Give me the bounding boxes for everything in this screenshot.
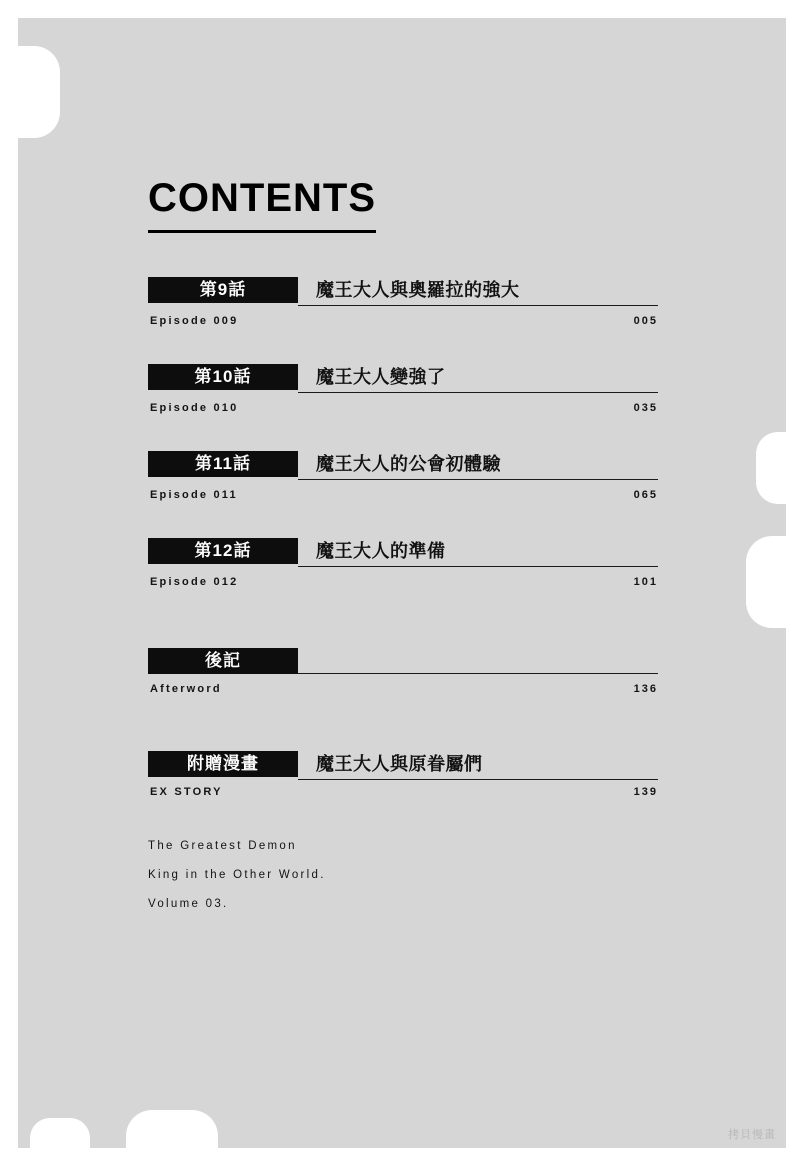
entry-subrow	[148, 315, 658, 327]
table-of-contents	[148, 277, 658, 798]
chapter-tag: 第12話	[148, 538, 298, 564]
chapter-title: 魔王大人的準備	[298, 538, 658, 567]
episode-label: Afterword	[150, 683, 222, 695]
episode-label: Episode 010	[150, 402, 239, 414]
decorative-notch	[756, 432, 790, 504]
page-number: 035	[633, 402, 658, 414]
list-item[interactable]	[148, 648, 658, 695]
series-title-line-2: King in the Other World.	[148, 869, 326, 881]
entry-row	[148, 751, 658, 780]
list-item[interactable]	[148, 751, 658, 798]
entry-subrow	[148, 786, 658, 798]
entry-row	[148, 277, 658, 306]
list-item[interactable]	[148, 277, 658, 327]
entry-subrow	[148, 683, 658, 695]
contents-panel	[148, 178, 658, 927]
page-title: CONTENTS	[148, 178, 376, 233]
chapter-tag: 後記	[148, 648, 298, 674]
volume-label: Volume 03.	[148, 898, 229, 910]
episode-label: Episode 009	[150, 315, 239, 327]
watermark: 拷貝慢畫	[728, 1129, 776, 1141]
chapter-tag: 第11話	[148, 451, 298, 477]
page-frame-left	[0, 0, 18, 1164]
chapter-title: 魔王大人與奧羅拉的強大	[298, 277, 658, 306]
decorative-notch	[126, 1110, 218, 1154]
decorative-notch	[746, 536, 790, 628]
entry-row	[148, 451, 658, 480]
chapter-tag: 第9話	[148, 277, 298, 303]
chapter-title: 魔王大人的公會初體驗	[298, 451, 658, 480]
chapter-title	[298, 648, 658, 674]
series-title-line-1: The Greatest Demon	[148, 840, 297, 852]
chapter-title: 魔王大人與原眷屬們	[298, 751, 658, 780]
entry-subrow	[148, 402, 658, 414]
decorative-notch	[14, 46, 60, 138]
page-frame-top	[0, 0, 800, 18]
chapter-title: 魔王大人變強了	[298, 364, 658, 393]
page-number: 005	[633, 315, 658, 327]
page-frame-bottom	[0, 1148, 800, 1164]
entry-row	[148, 538, 658, 567]
page-number: 139	[633, 786, 658, 798]
entry-subrow	[148, 489, 658, 501]
series-title-block	[148, 840, 658, 910]
chapter-tag: 第10話	[148, 364, 298, 390]
episode-label: Episode 011	[150, 489, 238, 501]
chapter-tag: 附贈漫畫	[148, 751, 298, 777]
decorative-notch	[30, 1118, 90, 1154]
entry-row	[148, 364, 658, 393]
list-item[interactable]	[148, 538, 658, 588]
episode-label: EX STORY	[150, 786, 223, 798]
page-number: 101	[633, 576, 658, 588]
list-item[interactable]	[148, 364, 658, 414]
episode-label: Episode 012	[150, 576, 239, 588]
entry-row	[148, 648, 658, 674]
page-number: 136	[633, 683, 658, 695]
list-item[interactable]	[148, 451, 658, 501]
page-number: 065	[633, 489, 658, 501]
entry-subrow	[148, 576, 658, 588]
